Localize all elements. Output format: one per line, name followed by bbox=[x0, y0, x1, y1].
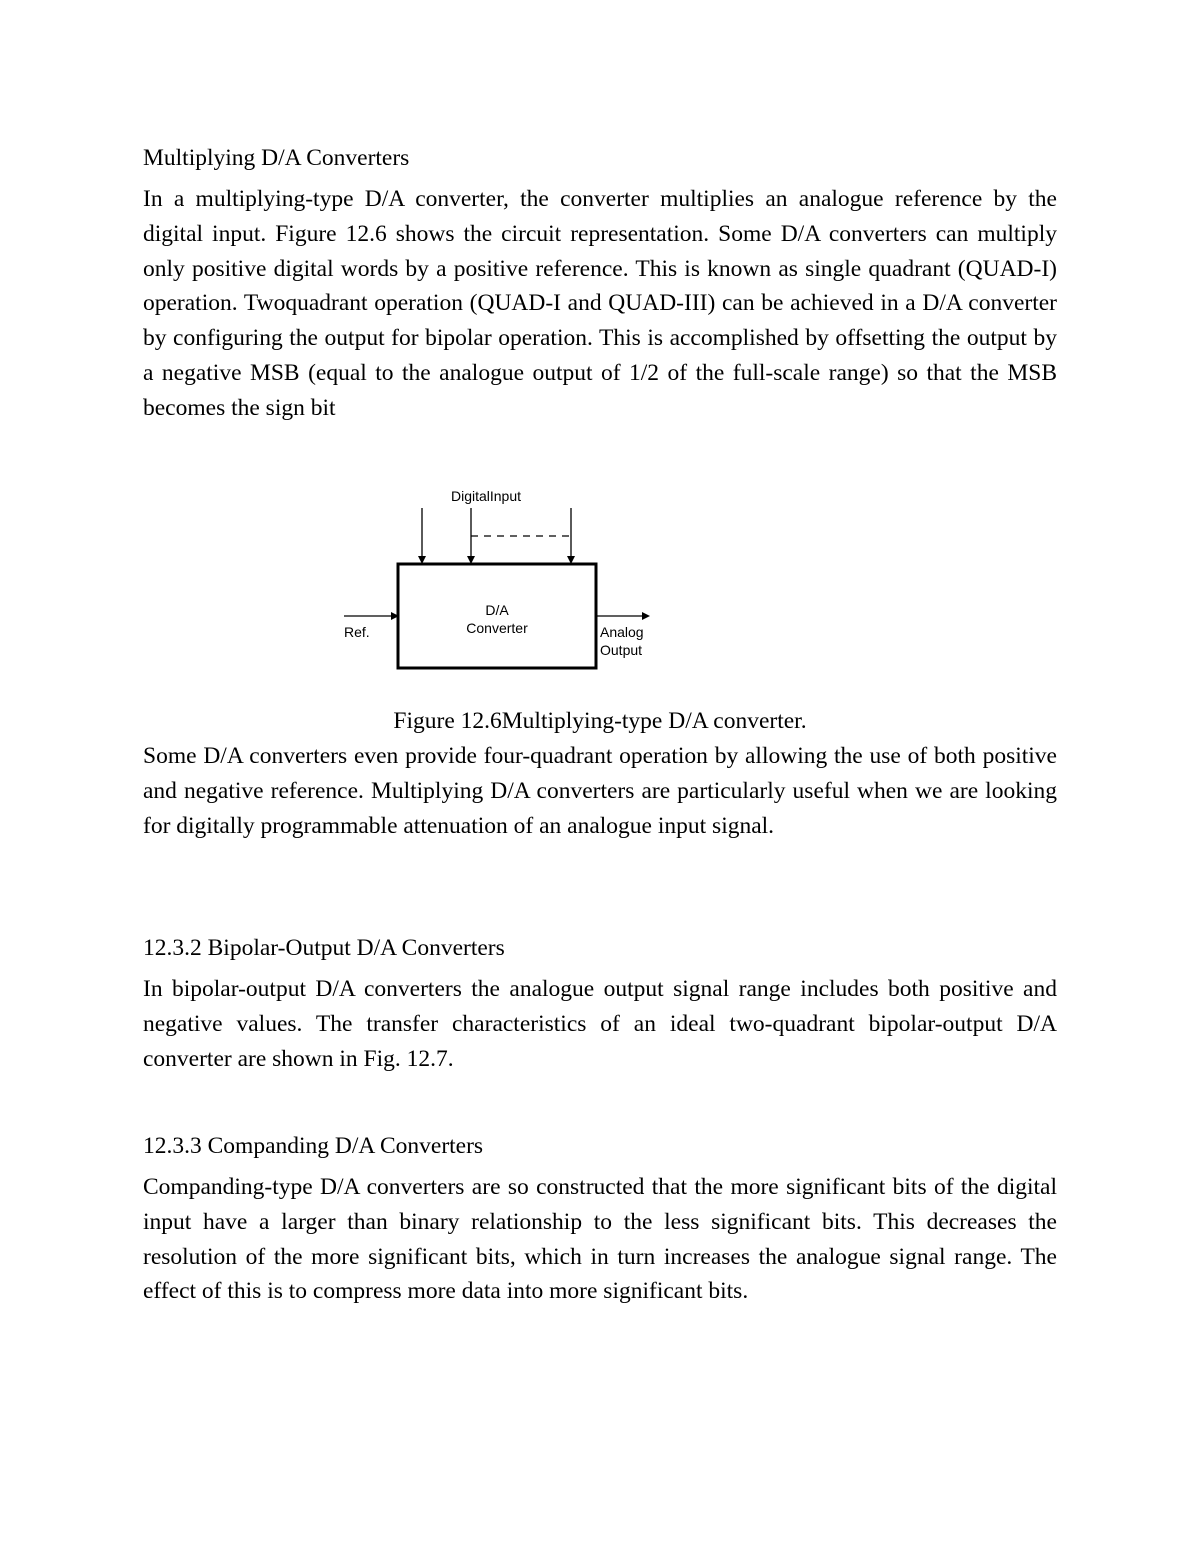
figure-caption: Figure 12.6Multiplying-type D/A converter. bbox=[393, 708, 807, 734]
output-label-line1: Analog bbox=[600, 624, 644, 640]
dac-block-label-line2: Converter bbox=[466, 620, 528, 636]
paragraph-multiplying-intro: In a multiplying-type D/A converter, the converter multiplies an analogue reference by the digital input. Figure 12.6 shows the circuit representation. Some D/A converters can multiply only positive digital words by a positive reference. This is known as single quadrant (QUAD-I) operation. Twoquadrant operation (QUAD-I and QUAD-III) can be achieved in a D/A converter by configuring the output for bipolar operation. This is accomplished by offsetting the output by a negative MSB (equal to the analogue output of 1/2 of the full-scale range) so that the MSB becomes the sign bit bbox=[143, 186, 1057, 421]
paragraph-companding: Companding-type D/A converters are so constructed that the more significant bits of the digital input have a larger than binary relationship to the less significant bits. This decreases the resolution of the more significant bits, which in turn increases the analogue signal range. The effect of this is to compress more data into more significant bits. bbox=[143, 1174, 1057, 1305]
digital-input-arrows bbox=[418, 508, 575, 564]
paragraph-bipolar: In bipolar-output D/A converters the analogue output signal range includes both positive and negative values. The transfer characteristics of an ideal two-quadrant bipolar-output D/A converter are shown in Fig. 12.7. bbox=[143, 976, 1057, 1072]
multiplying-dac-diagram bbox=[330, 478, 670, 678]
digital-input-label: DigitalInput bbox=[450, 488, 522, 504]
paragraph-four-quadrant: Some D/A converters even provide four-quadrant operation by allowing the use of both positive and negative reference. Multiplying D/A converters are particularly useful when we are looking for digitally programmable attenuation of an analogue input signal. bbox=[143, 743, 1057, 839]
output-arrow bbox=[596, 612, 650, 620]
section-heading-bipolar: 12.3.2 Bipolar-Output D/A Converters bbox=[143, 935, 505, 961]
section-heading-multiplying: Multiplying D/A Converters bbox=[143, 145, 410, 171]
dac-block-label-line1: D/A bbox=[485, 602, 509, 618]
section-heading-companding: 12.3.3 Companding D/A Converters bbox=[143, 1133, 484, 1159]
ref-arrow bbox=[344, 612, 399, 620]
ref-label: Ref. bbox=[344, 624, 370, 640]
output-label-line2: Output bbox=[600, 642, 643, 658]
